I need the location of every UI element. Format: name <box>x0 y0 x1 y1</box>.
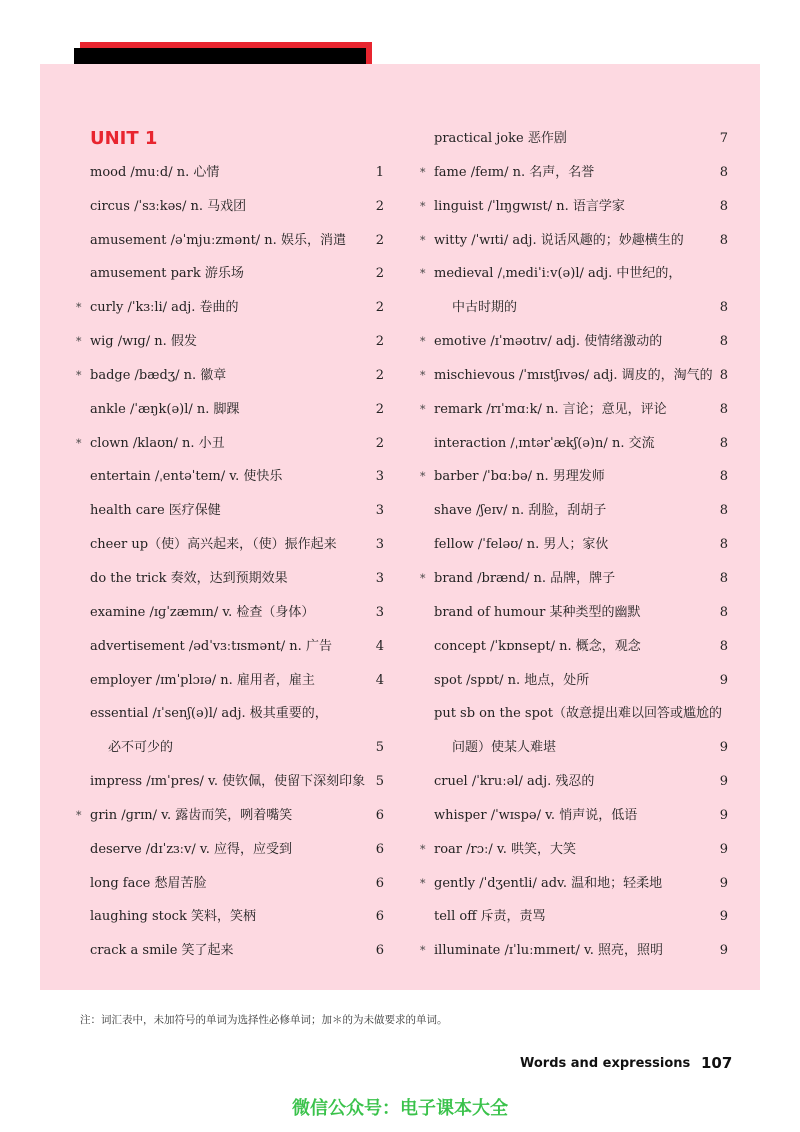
vocab-page: 9 <box>719 807 728 823</box>
star-icon: * <box>420 402 426 416</box>
vocab-entry <box>72 291 384 325</box>
vocab-term: witty /ˈwɪti/ adj. 说话风趣的；妙趣横生的 <box>434 232 684 248</box>
vocab-entry <box>416 596 728 630</box>
vocab-entry <box>416 934 728 968</box>
vocab-page: 2 <box>375 232 384 248</box>
vocab-page: 6 <box>375 807 384 823</box>
vocab-page: 8 <box>719 570 728 586</box>
vocabulary-column-left <box>72 122 384 968</box>
star-icon: * <box>420 199 426 213</box>
vocab-entry <box>72 190 384 224</box>
vocab-entry <box>72 562 384 596</box>
vocab-page: 9 <box>719 740 728 756</box>
vocab-term: concept /ˈkɒnsept/ n. 概念，观念 <box>434 638 641 654</box>
vocab-term: 必不可少的 <box>108 740 174 756</box>
vocab-page: 6 <box>375 875 384 891</box>
vocab-page: 8 <box>719 334 728 350</box>
star-icon: * <box>420 944 426 958</box>
vocab-page: 2 <box>375 300 384 316</box>
vocab-page: 9 <box>719 672 728 688</box>
star-icon: * <box>420 876 426 890</box>
vocab-entry <box>416 122 728 156</box>
vocab-term: entertain /ˌentəˈteɪn/ v. 使快乐 <box>90 469 283 485</box>
star-icon: * <box>420 165 426 179</box>
vocab-entry <box>72 765 384 799</box>
vocab-page: 8 <box>719 503 728 519</box>
vocab-page: 2 <box>375 266 384 282</box>
star-icon: * <box>420 267 426 281</box>
unit-heading-row <box>72 122 384 156</box>
vocab-page: 6 <box>375 841 384 857</box>
vocabulary-column-right <box>416 122 728 968</box>
vocab-entry <box>416 799 728 833</box>
vocab-term: amusement park 游乐场 <box>90 266 244 282</box>
vocab-term: medieval /ˌmediˈiːv(ə)l/ adj. 中世纪的， <box>434 266 682 282</box>
vocab-entry <box>72 833 384 867</box>
vocab-page: 8 <box>719 537 728 553</box>
vocab-page: 5 <box>375 774 384 790</box>
star-icon: * <box>420 571 426 585</box>
star-icon: * <box>76 808 82 822</box>
vocab-term: 中古时期的 <box>452 300 518 316</box>
unit-title: UNIT 1 <box>90 128 158 149</box>
vocab-term: laughing stock 笑料，笑柄 <box>90 909 256 925</box>
vocab-page: 8 <box>719 469 728 485</box>
vocab-term: grin /ɡrɪn/ v. 露齿而笑，咧着嘴笑 <box>90 807 293 823</box>
vocab-entry <box>72 224 384 258</box>
vocab-entry <box>72 427 384 461</box>
star-icon: * <box>420 842 426 856</box>
vocab-page: 6 <box>375 909 384 925</box>
vocab-entry <box>72 596 384 630</box>
vocab-term: deserve /dɪˈzɜːv/ v. 应得，应受到 <box>90 841 292 857</box>
vocab-page: 2 <box>375 401 384 417</box>
vocab-page: 8 <box>719 435 728 451</box>
vocab-term: cruel /ˈkruːəl/ adj. 残忍的 <box>434 774 595 790</box>
vocab-page: 3 <box>375 537 384 553</box>
star-icon: * <box>420 470 426 484</box>
vocab-term: essential /ɪˈsenʃ(ə)l/ adj. 极其重要的， <box>90 706 328 722</box>
vocab-term: amusement /əˈmjuːzmənt/ n. 娱乐，消遣 <box>90 232 346 248</box>
vocab-page: 9 <box>719 943 728 959</box>
vocab-page: 7 <box>719 131 728 146</box>
vocab-entry <box>72 799 384 833</box>
vocab-term: brand of humour 某种类型的幽默 <box>434 604 641 620</box>
vocab-page: 2 <box>375 198 384 214</box>
vocab-entry <box>72 867 384 901</box>
vocab-page: 8 <box>719 401 728 417</box>
vocab-page: 8 <box>719 164 728 180</box>
vocab-term: shave /ʃeɪv/ n. 刮脸，刮胡子 <box>434 503 607 519</box>
vocab-term: whisper /ˈwɪspə/ v. 悄声说，低语 <box>434 807 638 823</box>
footnote: 注：词汇表中，未加符号的单词为选择性必修单词；加＊的为未做要求的单词。 <box>80 1014 448 1026</box>
vocab-term: circus /ˈsɜːkəs/ n. 马戏团 <box>90 198 247 214</box>
vocab-term: curly /ˈkɜːli/ adj. 卷曲的 <box>90 300 239 316</box>
vocab-page: 8 <box>719 367 728 383</box>
vocab-page: 8 <box>719 604 728 620</box>
vocab-entry <box>416 562 728 596</box>
vocab-entry <box>416 697 728 731</box>
vocab-entry <box>72 900 384 934</box>
vocab-entry <box>72 528 384 562</box>
vocab-page: 9 <box>719 875 728 891</box>
vocab-term: mood /muːd/ n. 心情 <box>90 164 220 180</box>
vocab-page: 9 <box>719 841 728 857</box>
vocab-term: crack a smile 笑了起来 <box>90 943 234 959</box>
vocab-entry <box>72 630 384 664</box>
vocab-term: ankle /ˈæŋk(ə)l/ n. 脚踝 <box>90 401 240 417</box>
vocab-entry <box>416 867 728 901</box>
vocab-entry <box>72 934 384 968</box>
star-icon: * <box>76 436 82 450</box>
vocab-entry <box>416 900 728 934</box>
vocab-page: 8 <box>719 300 728 316</box>
vocab-term: fellow /ˈfeləʊ/ n. 男人；家伙 <box>434 537 609 553</box>
vocab-entry <box>72 731 384 765</box>
vocab-entry <box>416 731 728 765</box>
vocab-entry <box>416 190 728 224</box>
vocab-entry <box>416 427 728 461</box>
vocab-entry <box>72 697 384 731</box>
vocab-page: 3 <box>375 503 384 519</box>
vocab-term: emotive /ɪˈməʊtɪv/ adj. 使情绪激动的 <box>434 334 663 350</box>
vocab-term: linguist /ˈlɪŋɡwɪst/ n. 语言学家 <box>434 198 625 214</box>
vocab-entry <box>416 359 728 393</box>
vocab-page: 4 <box>375 672 384 688</box>
vocab-page: 5 <box>375 740 384 756</box>
vocab-page: 2 <box>375 367 384 383</box>
vocab-entry <box>416 257 728 291</box>
vocab-term: cheer up（使）高兴起来，（使）振作起来 <box>90 537 337 553</box>
vocab-page: 3 <box>375 570 384 586</box>
vocab-term: roar /rɔː/ v. 哄笑，大笑 <box>434 841 576 857</box>
vocab-term: long face 愁眉苦脸 <box>90 875 207 891</box>
vocab-term: examine /ɪɡˈzæmɪn/ v. 检查（身体） <box>90 604 315 620</box>
page-number: 107 <box>701 1054 733 1072</box>
vocab-term: mischievous /ˈmɪstʃɪvəs/ adj. 调皮的，淘气的 <box>434 367 713 383</box>
vocab-term: do the trick 奏效，达到预期效果 <box>90 570 288 586</box>
vocab-term: put sb on the spot（故意提出难以回答或尴尬的 <box>434 706 722 722</box>
vocab-page: 3 <box>375 469 384 485</box>
vocab-entry <box>416 494 728 528</box>
vocab-term: health care 医疗保健 <box>90 503 221 519</box>
vocab-entry <box>72 325 384 359</box>
star-icon: * <box>76 335 82 349</box>
vocab-page: 1 <box>375 164 384 180</box>
vocab-entry <box>416 156 728 190</box>
vocab-entry <box>72 494 384 528</box>
vocab-term: illuminate /ɪˈluːmɪneɪt/ v. 照亮，照明 <box>434 943 664 959</box>
vocab-entry <box>72 156 384 190</box>
vocab-page: 2 <box>375 435 384 451</box>
vocab-entry <box>416 630 728 664</box>
vocab-term: 问题）使某人难堪 <box>452 740 557 756</box>
vocab-term: spot /spɒt/ n. 地点，处所 <box>434 672 590 688</box>
vocab-entry <box>416 765 728 799</box>
vocab-entry <box>72 393 384 427</box>
vocab-term: interaction /ˌɪntərˈækʃ(ə)n/ n. 交流 <box>434 435 655 451</box>
vocab-entry <box>72 359 384 393</box>
vocab-term: badge /bædʒ/ n. 徽章 <box>90 367 227 383</box>
star-icon: * <box>76 301 82 315</box>
star-icon: * <box>420 233 426 247</box>
vocab-page: 9 <box>719 909 728 925</box>
vocab-entry <box>72 664 384 698</box>
vocab-entry <box>72 257 384 291</box>
vocab-term: remark /rɪˈmɑːk/ n. 言论；意见，评论 <box>434 401 667 417</box>
vocab-page: 4 <box>375 638 384 654</box>
vocab-page: 8 <box>719 638 728 654</box>
vocab-term: barber /ˈbɑːbə/ n. 男理发师 <box>434 469 605 485</box>
vocab-term: advertisement /ədˈvɜːtɪsmənt/ n. 广告 <box>90 638 332 654</box>
vocab-term: practical joke 恶作剧 <box>434 131 567 146</box>
vocab-entry <box>416 833 728 867</box>
vocab-entry <box>416 325 728 359</box>
vocab-term: brand /brænd/ n. 品牌，牌子 <box>434 570 616 586</box>
vocab-entry <box>416 664 728 698</box>
vocab-page: 8 <box>719 198 728 214</box>
vocab-page: 8 <box>719 232 728 248</box>
vocab-entry <box>416 460 728 494</box>
vocab-term: clown /klaʊn/ n. 小丑 <box>90 435 225 451</box>
vocab-page: 2 <box>375 334 384 350</box>
vocab-term: gently /ˈdʒentli/ adv. 温和地；轻柔地 <box>434 875 663 891</box>
vocab-entry <box>416 224 728 258</box>
wechat-watermark: 微信公众号：电子课本大全 <box>292 1098 508 1119</box>
vocab-page: 9 <box>719 774 728 790</box>
vocab-entry <box>416 291 728 325</box>
star-icon: * <box>420 368 426 382</box>
vocab-term: employer /ɪmˈplɔɪə/ n. 雇用者，雇主 <box>90 672 315 688</box>
vocab-entry <box>416 528 728 562</box>
vocab-term: impress /ɪmˈpres/ v. 使钦佩，使留下深刻印象 <box>90 774 366 790</box>
vocab-page: 3 <box>375 604 384 620</box>
vocab-term: wig /wɪɡ/ n. 假发 <box>90 334 197 350</box>
vocab-page: 6 <box>375 943 384 959</box>
vocab-term: tell off 斥责，责骂 <box>434 909 546 925</box>
star-icon: * <box>420 335 426 349</box>
vocab-entry <box>416 393 728 427</box>
vocab-term: fame /feɪm/ n. 名声，名誉 <box>434 164 595 180</box>
vocab-entry <box>72 460 384 494</box>
footer-section-label: Words and expressions <box>520 1056 691 1071</box>
star-icon: * <box>76 368 82 382</box>
